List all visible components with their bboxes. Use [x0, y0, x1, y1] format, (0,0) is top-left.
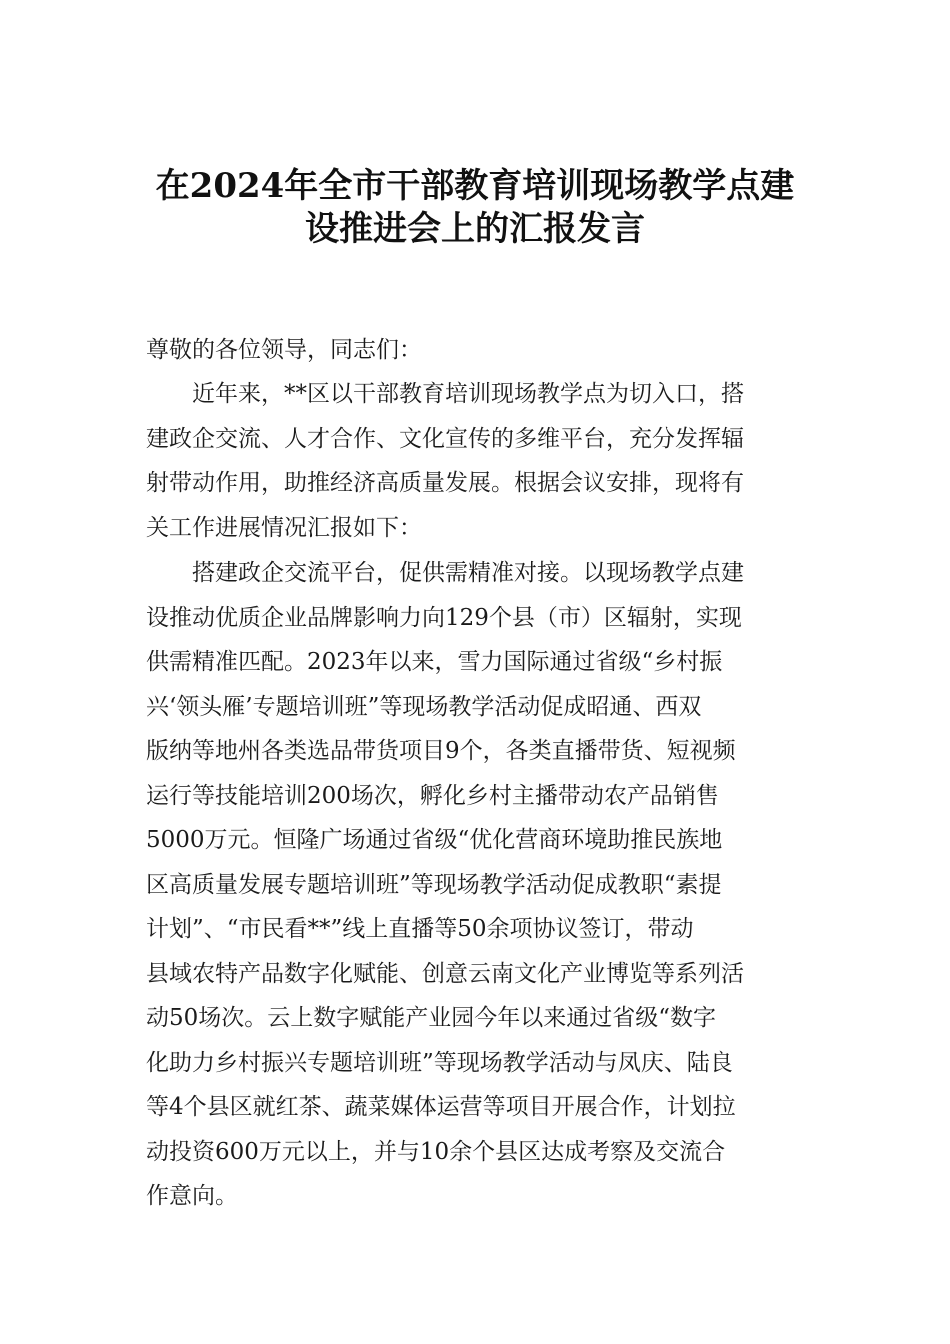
- paragraph-line: 近年来，**区以干部教育培训现场教学点为切入口，搭: [192, 381, 744, 407]
- paragraph-line: 版纳等地州各类选品带货项目9个，各类直播带货、短视频: [146, 738, 736, 764]
- paragraph-line: 化助力乡村振兴专题培训班”等现场教学活动与凤庆、陆良: [146, 1049, 733, 1076]
- paragraph-line: 县域农特产品数字化赋能、创意云南文化产业博览等系列活: [146, 960, 744, 987]
- paragraph-line: 建政企交流、人才合作、文化宣传的多维平台，充分发挥辐: [146, 425, 744, 452]
- paragraph-line: 供需精准匹配。2023年以来，雪力国际通过省级“乡村振: [146, 649, 723, 675]
- paragraph-line: 搭建政企交流平台，促供需精准对接。以现场教学点建: [192, 560, 744, 586]
- paragraph-line: 等4个县区就红茶、蔬菜媒体运营等项目开展合作，计划拉: [146, 1094, 736, 1120]
- paragraph-intro: [146, 372, 810, 550]
- paragraph-line: 5000万元。恒隆广场通过省级“优化营商环境助推民族地: [146, 827, 723, 853]
- paragraph-line: 射带动作用，助推经济高质量发展。根据会议安排，现将有: [146, 470, 744, 496]
- paragraph-line: 关工作进展情况汇报如下：: [146, 514, 422, 541]
- paragraph-line: 设推动优质企业品牌影响力向129个县（市）区辐射，实现: [146, 604, 742, 631]
- paragraph-line: 作意向。: [146, 1183, 238, 1209]
- document-title-line-2: 设推进会上的汇报发言: [305, 209, 645, 249]
- paragraph-line: 运行等技能培训200场次，孵化乡村主播带动农产品销售: [146, 782, 719, 809]
- paragraph-line: 计划”、“市民看**”线上直播等50余项协议签订，带动: [146, 916, 694, 942]
- paragraph-line: 兴‘领头雁’专题培训班”等现场教学活动促成昭通、西双: [146, 693, 702, 720]
- salutation: 尊敬的各位领导，同志们：: [146, 337, 422, 363]
- paragraph-line: 区高质量发展专题培训班”等现场教学活动促成教职“素提: [146, 871, 722, 898]
- paragraph-platform: [146, 551, 810, 1219]
- paragraph-line: 动50场次。云上数字赋能产业园今年以来通过省级“数字: [146, 1005, 717, 1031]
- document-title-line-1: 在2024年全市干部教育培训现场教学点建: [155, 166, 795, 206]
- paragraph-line: 动投资600万元以上，并与10余个县区达成考察及交流合: [146, 1138, 726, 1165]
